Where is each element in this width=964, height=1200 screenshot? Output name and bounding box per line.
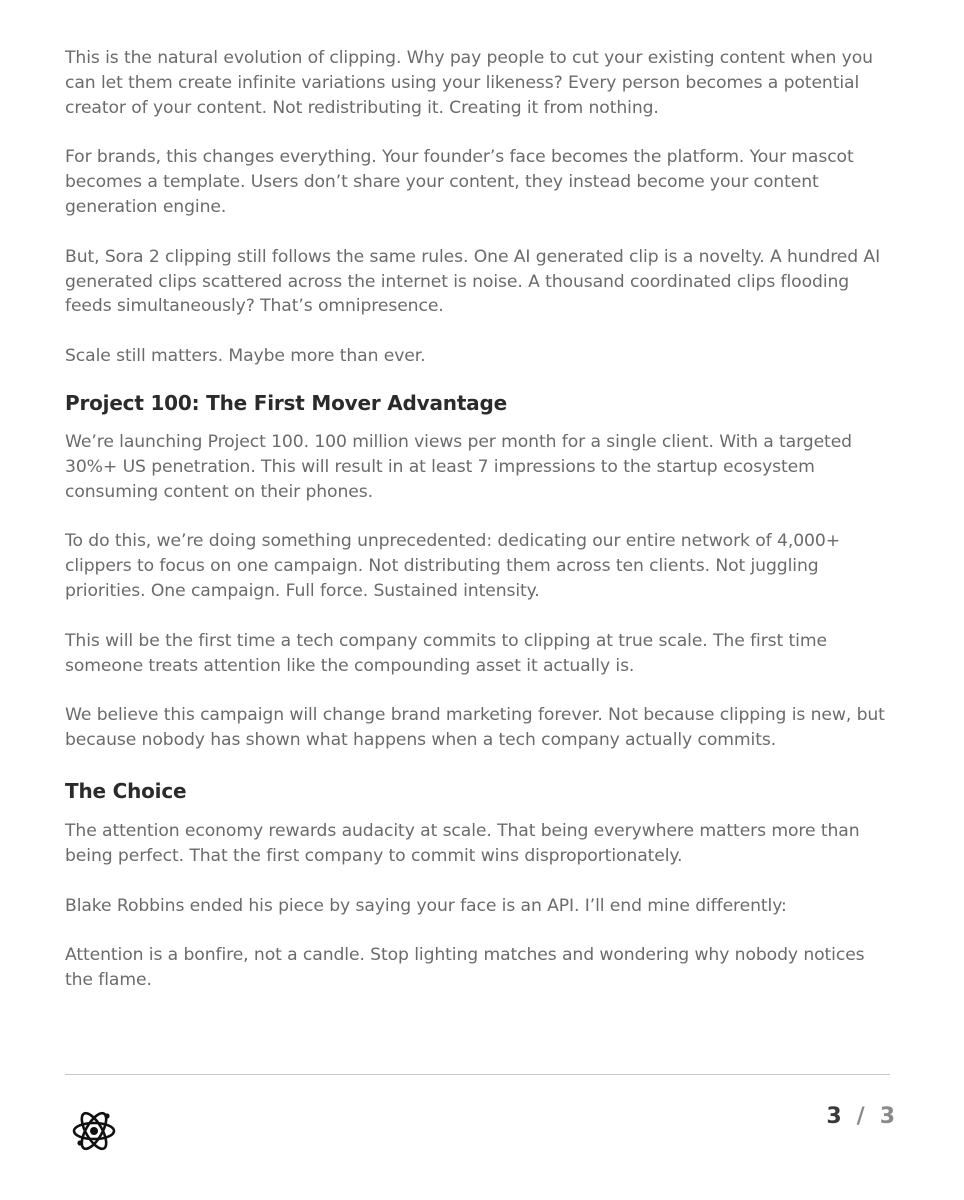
page-separator: / [856, 1104, 865, 1129]
paragraph-belief: We believe this campaign will change brand marketing forever. Not because clipping is new, but because nobody has shown what happens when a tech company actually commits. [65, 705, 885, 751]
page-total: 3 [879, 1104, 895, 1129]
paragraph-brands: For brands, this changes everything. Your founder’s face becomes the platform. Your mascot becomes a template. Users don’t share your content, they instead become your content generation engine. [65, 147, 854, 217]
paragraph-bonfire: Attention is a bonfire, not a candle. Stop lighting matches and wondering why nobody notices the flame. [65, 945, 865, 991]
paragraph-network: To do this, we’re doing something unprecedented: dedicating our entire network of 4,000+ clippers to focus on one campaign. Not distributing them across ten clients. Not juggling priorities. One campaign. Full force. Sustained intensity. [65, 531, 840, 601]
paragraph-project-launch: We’re launching Project 100. 100 million views per month for a single client. With a targeted 30%+ US penetration. This will result in at least 7 impressions to the startup ecosystem consuming content on their phones. [65, 431, 852, 502]
paragraph-scale-matters: Scale still matters. Maybe more than ever. [65, 346, 426, 367]
paragraph-attention-economy: The attention economy rewards audacity at scale. That being everywhere matters more than being perfect. That the first company to commit wins disproportionately. [65, 820, 860, 866]
paragraph-sora-rules: But, Sora 2 clipping still follows the same rules. One AI generated clip is a novelty. A hundred AI generated clips scattered across the internet is noise. A thousand coordinated clips flooding feeds simultaneously? That’s omnipresence. [65, 246, 881, 317]
paragraph-blake-robbins: Blake Robbins ended his piece by saying your face is an API. I’ll end mine differently: [65, 895, 787, 916]
paragraph-clipping-evolution: This is the natural evolution of clipping. Why pay people to cut your existing content when you can let them create infinite variations using your likeness? Every person becomes a potential creator of your content. Not redistributing it. Creating it from nothing. [65, 48, 873, 118]
paragraph-first-time: This will be the first time a tech company commits to clipping at true scale. The first time someone treats attention like the compounding asset it actually is. [65, 630, 827, 676]
article-body [65, 46, 895, 1018]
page-indicator [826, 1102, 895, 1132]
section-heading-the-choice: The Choice [65, 778, 187, 803]
atom-icon [70, 1106, 120, 1156]
footer-divider [65, 1074, 890, 1075]
section-heading-project-100: Project 100: The First Mover Advantage [65, 390, 507, 415]
page-current: 3 [826, 1104, 842, 1129]
